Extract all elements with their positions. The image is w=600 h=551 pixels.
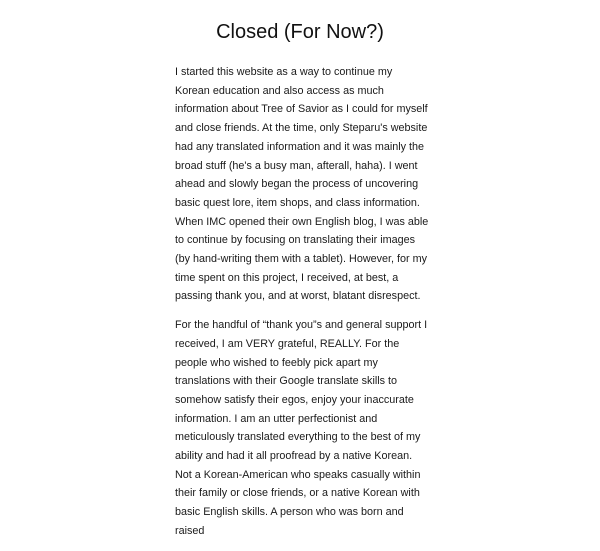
page-title: Closed (For Now?)	[216, 21, 384, 43]
article-paragraph-2: For the handful of “thank you”s and general support I received, I am VERY grateful, REALLY. For the people who wished to feebly pick apart my translations with their Google translate skills to somehow satisfy their egos, enjoy your inaccurate information. I am an utter perfectionist and meticulously translated everything to the best of my ability and had it all proofread by a native Korean. Not a Korean-American who speaks casually within their family or close friends, or a native Korean with basic English skills. A person who was born and raised	[175, 319, 428, 537]
article-paragraph-1: I started this website as a way to continue my Korean education and also access as much information about Tree of Savior as I could for myself and close friends. At the time, only Steparu's website had any translated information and it was mainly the broad stuff (he's a busy man, afterall, haha). I went ahead and slowly began the process of uncovering basic quest lore, item shops, and class information. When IMC opened their own English blog, I was able to continue by focusing on translating their images (by hand-writing them with a tablet). However, for my time spent on this project, I received, at best, a passing thank you, and at worst, blatant disrespect.	[175, 66, 429, 303]
article-body	[175, 63, 429, 551]
